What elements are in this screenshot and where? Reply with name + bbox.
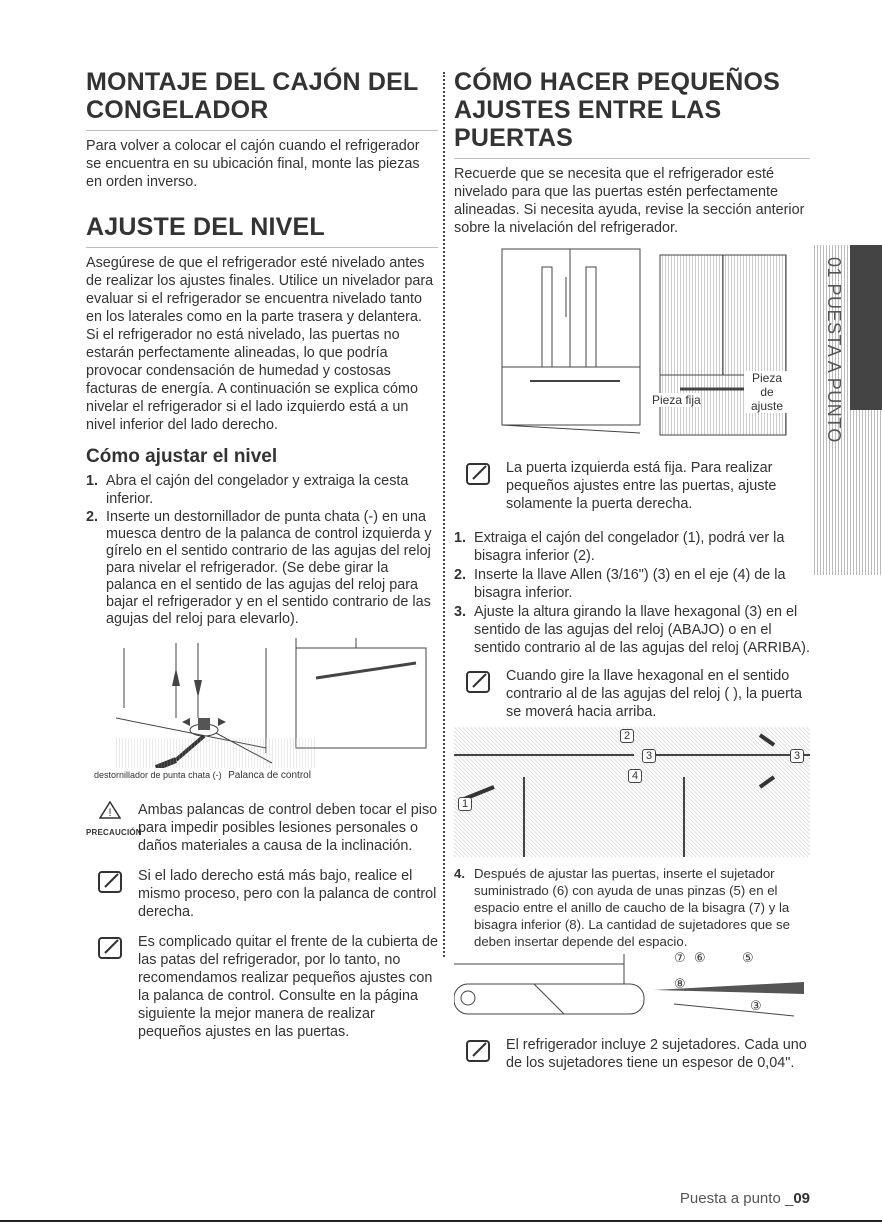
shim-illustration [454,954,810,1028]
subsection-title-how-to-level: Cómo ajustar el nivel [86,446,278,467]
caution-icon: ! PRECAUCIÓN [86,801,134,842]
callout-1: 1 [458,797,472,811]
list-item: 1. Abra el cajón del congelador y extraiga la cesta inferior. [86,473,409,507]
hinge-figure [454,727,810,857]
chapter-side-tab [814,245,882,575]
freezer-drawer-text: Para volver a colocar el cajón cuando el refrigerador se encuentra en su ubicación final, monte las piezas en orden inverso. [86,138,420,190]
list-item: 3. Ajuste la altura girando la llave hexagonal (3) en el sentido de las agujas del reloj (ABAJO) o en el sentido contrario al de las agujas del reloj (ARRIBA). [454,604,810,656]
level-figure [116,638,434,768]
note-block: Es complicado quitar el frente de la cubierta de las patas del refrigerador, por lo tanto, no recomendamos realizar pequeños ajustes con la palanca de control. Consulte en la página siguiente la mejor manera de realizar pequeños ajustes en las puertas. [86,933,438,1041]
shim-figure [454,950,810,1028]
note-block: Cuando gire la llave hexagonal en el sentido contrario al de las agujas del reloj ( ), la puerta se moverá hacia arriba. [454,667,810,721]
right-column [454,68,810,1072]
callout-6: ⑥ [694,950,706,965]
callout-7: ⑦ [674,950,686,965]
adjust-part-label: Pieza de ajuste [744,371,790,413]
page-number: 09 [793,1190,810,1207]
svg-text:!: ! [108,807,112,819]
callout-8: ⑧ [674,976,686,991]
caution-block: ! PRECAUCIÓN Ambas palancas de control deben tocar el piso para impedir posibles lesiones personales o daños materiales a causa de la inclinación. [86,802,438,854]
list-item: 4. Después de ajustar las puertas, inserte el sujetador suministrado (6) con ayuda de unas pinzas (5) en el espacio entre el anillo de caucho de la bisagra (7) y la bisagra inferior (8). La cantidad de sujetadores que se deben insertar depende del espacio. [454,866,790,949]
level-text: Asegúrese de que el refrigerador esté nivelado antes de realizar los ajustes finales. Utilice un nivelador para evaluar si el refrigerador se encuentra nivelado tanto en los laterales como en la parte trasera y delantera. Si el refrigerador no está nivelado, las puertas no estarán perfectamente alineadas, lo que podría provocar condensación de humedad y costosas facturas de energía. A continuación se explica cómo nivelar el refrigerador si el lado izquierdo está a un nivel inferior del lado derecho. [86,255,434,433]
callout-4: 4 [628,769,642,783]
note-block: La puerta izquierda está fija. Para realizar pequeños ajustes entre las puertas, ajuste solamente la puerta derecha. [454,459,810,513]
step-4 [454,865,810,950]
left-column [86,68,438,1041]
note-icon [466,669,492,695]
fixed-part-label: Pieza fija [652,393,701,407]
section-title-freezer-drawer: MONTAJE DEL CAJÓN DEL CONGELADOR [86,68,438,131]
callout-3c: ③ [750,998,762,1013]
leveling-illustration [116,638,434,768]
fridge-illustration [500,247,790,443]
list-item: 2. Inserte la llave Allen (3/16") (3) en el eje (4) de la bisagra inferior. [454,567,786,601]
side-tab-marker [850,245,882,410]
note-icon [466,1038,492,1064]
callout-3: 3 [642,749,656,763]
callout-3b: 3 [790,749,804,763]
hinge-illustration [454,727,810,857]
callout-5: ⑤ [742,950,754,965]
column-separator [443,72,445,957]
note-block: El refrigerador incluye 2 sujetadores. Cada uno de los sujetadores tiene un espesor de 0,04". [454,1036,810,1072]
note-icon [98,935,124,961]
page-footer: Puesta a punto _09 [679,1190,810,1207]
side-tab-label: 01 PUESTA A PUNTO [824,257,844,443]
fridge-figure [500,247,790,443]
section-title-door-adjustments: CÓMO HACER PEQUEÑOS AJUSTES ENTRE LAS PUERTAS [454,68,810,159]
callout-2: 2 [620,729,634,743]
note-icon [98,869,124,895]
door-adjust-text: Recuerde que se necesita que el refrigerador esté nivelado para que las puertas estén perfectamente alineadas. Si necesita ayuda, revise la sección anterior sobre la nivelación del refrigerador. [454,166,805,236]
note-block: Si el lado derecho está más bajo, realice el mismo proceso, pero con la palanca de control derecha. [86,867,438,921]
section-title-level: AJUSTE DEL NIVEL [86,213,438,248]
list-item: 2. Inserte un destornillador de punta chata (-) en una muesca dentro de la palanca de control izquierda y gírelo en el sentido contrario de las agujas del reloj para nivelar el refrigerador. (Se debe girar la palanca en el sentido de las agujas del reloj para bajar el refrigerador y en el sentido contrario de las agujas del reloj para elevarlo). [86,509,432,627]
level-steps [86,472,438,628]
door-adjust-steps [454,529,810,657]
bottom-rule [0,1220,882,1222]
level-figure-caption: destornillador de punta chata (-) Palanca de control [94,770,311,781]
list-item: 1. Extraiga el cajón del congelador (1), podrá ver la bisagra inferior (2). [454,530,785,564]
note-icon [466,461,492,487]
